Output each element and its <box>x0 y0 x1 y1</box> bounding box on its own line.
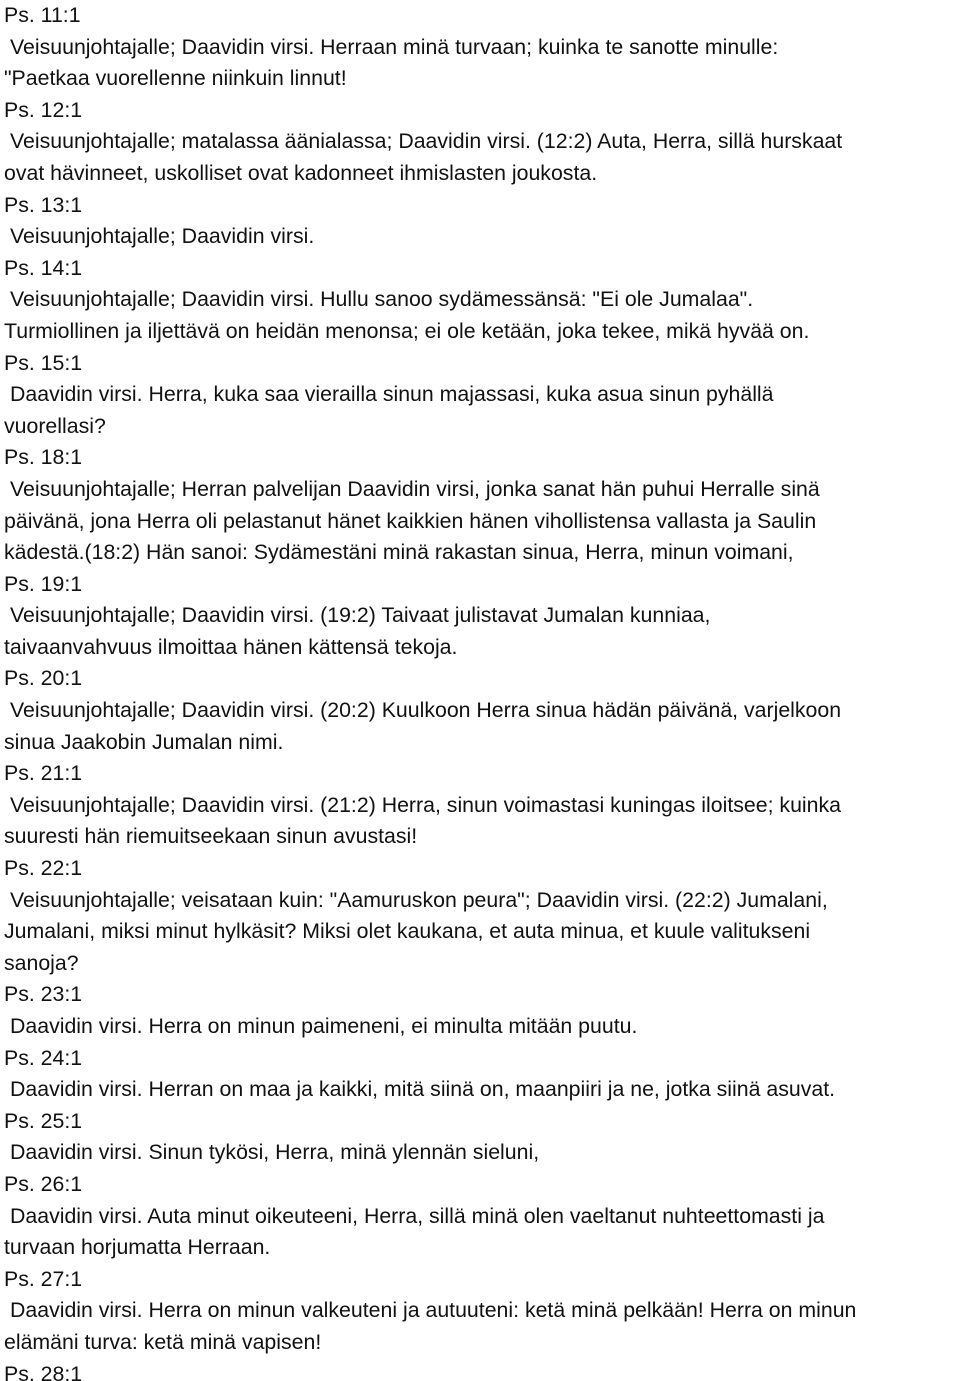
psalm-text-line: "Paetkaa vuorellenne niinkuin linnut! <box>4 66 347 91</box>
psalm-text-line: sinua Jaakobin Jumalan nimi. <box>4 729 284 754</box>
psalm-text-line: Daavidin virsi. Herra on minun valkeuteni ja autuuteni: ketä minä pelkään! Herra on minun <box>10 1298 857 1323</box>
psalm-reference: Ps. 11:1 <box>4 3 81 27</box>
psalm-text-line: turvaan horjumatta Herraan. <box>4 1235 271 1260</box>
psalm-text-block <box>4 885 960 980</box>
psalm-text-block <box>4 1201 960 1264</box>
psalm-text-line: Veisuunjohtajalle; Daavidin virsi. (21:2) Herra, sinun voimastasi kuningas iloitsee; kuinka <box>10 792 841 817</box>
psalm-text-line: Veisuunjohtajalle; Daavidin virsi. Hullu sanoo sydämessänsä: "Ei ole Jumalaa". <box>10 287 754 312</box>
psalm-text-line: Veisuunjohtajalle; matalassa äänialassa; Daavidin virsi. (12:2) Auta, Herra, sillä hurskaat <box>10 129 843 154</box>
psalm-text-line: Veisuunjohtajalle; veisataan kuin: "Aamuruskon peura"; Daavidin virsi. (22:2) Jumalani, <box>10 887 828 912</box>
psalm-reference: Ps. 15:1 <box>4 350 83 375</box>
psalm-text-block <box>4 790 960 853</box>
psalm-text-line: kädestä.(18:2) Hän sanoi: Sydämestäni minä rakastan sinua, Herra, minun voimani, <box>4 540 794 565</box>
psalm-reference: Ps. 25:1 <box>4 1108 83 1133</box>
psalm-reference: Ps. 13:1 <box>4 192 83 217</box>
psalm-text-line: ovat hävinneet, uskolliset ovat kadonneet ihmislasten joukosta. <box>4 160 598 185</box>
psalm-text-block <box>4 695 960 758</box>
psalm-reference: Ps. 28:1 <box>4 1361 83 1381</box>
psalm-text-line: Daavidin virsi. Auta minut oikeuteeni, Herra, sillä minä olen vaeltanut nuhteettomasti ja <box>10 1203 825 1228</box>
psalm-reference: Ps. 20:1 <box>4 666 83 691</box>
psalm-reference: Ps. 21:1 <box>4 761 83 786</box>
psalm-text-line: Turmiollinen ja iljettävä on heidän menonsa; ei ole ketään, joka tekee, mikä hyvää on. <box>4 318 810 343</box>
psalm-text-line: Veisuunjohtajalle; Daavidin virsi. (19:2) Taivaat julistavat Jumalan kunniaa, <box>10 603 711 628</box>
psalm-text-line: sanoja? <box>4 950 79 975</box>
psalm-text-line: Daavidin virsi. Herra on minun paimeneni, ei minulta mitään puutu. <box>10 1014 638 1038</box>
psalm-text-block <box>4 1137 960 1169</box>
psalm-text-block <box>4 126 960 189</box>
psalm-list <box>4 0 960 1381</box>
psalm-text-block <box>4 284 960 347</box>
psalm-reference: Ps. 18:1 <box>4 445 83 470</box>
psalm-text-block <box>4 1011 960 1043</box>
psalm-reference: Ps. 22:1 <box>4 856 83 881</box>
psalm-text-block <box>4 600 960 663</box>
psalm-text-block <box>4 221 960 253</box>
psalm-text-line: päivänä, jona Herra oli pelastanut hänet kaikkien hänen vihollistensa vallasta ja Saulin <box>4 508 817 533</box>
psalm-text-line: Veisuunjohtajalle; Herran palvelijan Daavidin virsi, jonka sanat hän puhui Herralle sinä <box>10 476 820 501</box>
psalm-text-line: taivaanvahvuus ilmoittaa hänen kättensä tekoja. <box>4 634 458 659</box>
psalm-text-line: Veisuunjohtajalle; Daavidin virsi. <box>10 224 315 249</box>
psalm-text-block <box>4 1074 960 1106</box>
psalm-text-block <box>4 32 960 95</box>
psalm-text-line: elämäni turva: ketä minä vapisen! <box>4 1329 322 1354</box>
psalm-text-line: Jumalani, miksi minut hylkäsit? Miksi olet kaukana, et auta minua, et kuule valitukseni <box>4 919 811 944</box>
psalm-reference: Ps. 26:1 <box>4 1171 83 1196</box>
psalm-reference: Ps. 12:1 <box>4 97 83 122</box>
psalm-reference: Ps. 27:1 <box>4 1266 83 1291</box>
psalm-text-line: suuresti hän riemuitseekaan sinun avustasi! <box>4 824 418 849</box>
psalm-text-line: Daavidin virsi. Herra, kuka saa vierailla sinun majassasi, kuka asua sinun pyhällä <box>10 382 774 407</box>
psalm-reference: Ps. 19:1 <box>4 571 83 596</box>
psalm-text-line: Veisuunjohtajalle; Daavidin virsi. (20:2) Kuulkoon Herra sinua hädän päivänä, varjelkoon <box>10 698 842 723</box>
psalm-reference: Ps. 24:1 <box>4 1045 83 1070</box>
psalm-text-line: Daavidin virsi. Herran on maa ja kaikki, mitä siinä on, maanpiiri ja ne, jotka siinä asuvat. <box>10 1077 836 1102</box>
psalm-text-block <box>4 379 960 442</box>
psalm-text-block <box>4 1295 960 1358</box>
psalm-reference: Ps. 14:1 <box>4 255 83 280</box>
psalm-text-line: vuorellasi? <box>4 413 106 438</box>
psalm-text-line: Veisuunjohtajalle; Daavidin virsi. Herraan minä turvaan; kuinka te sanotte minulle: <box>10 34 779 59</box>
psalm-text-block <box>4 474 960 569</box>
psalm-text-line: Daavidin virsi. Sinun tykösi, Herra, minä ylennän sieluni, <box>10 1140 540 1165</box>
psalm-reference: Ps. 23:1 <box>4 982 83 1007</box>
